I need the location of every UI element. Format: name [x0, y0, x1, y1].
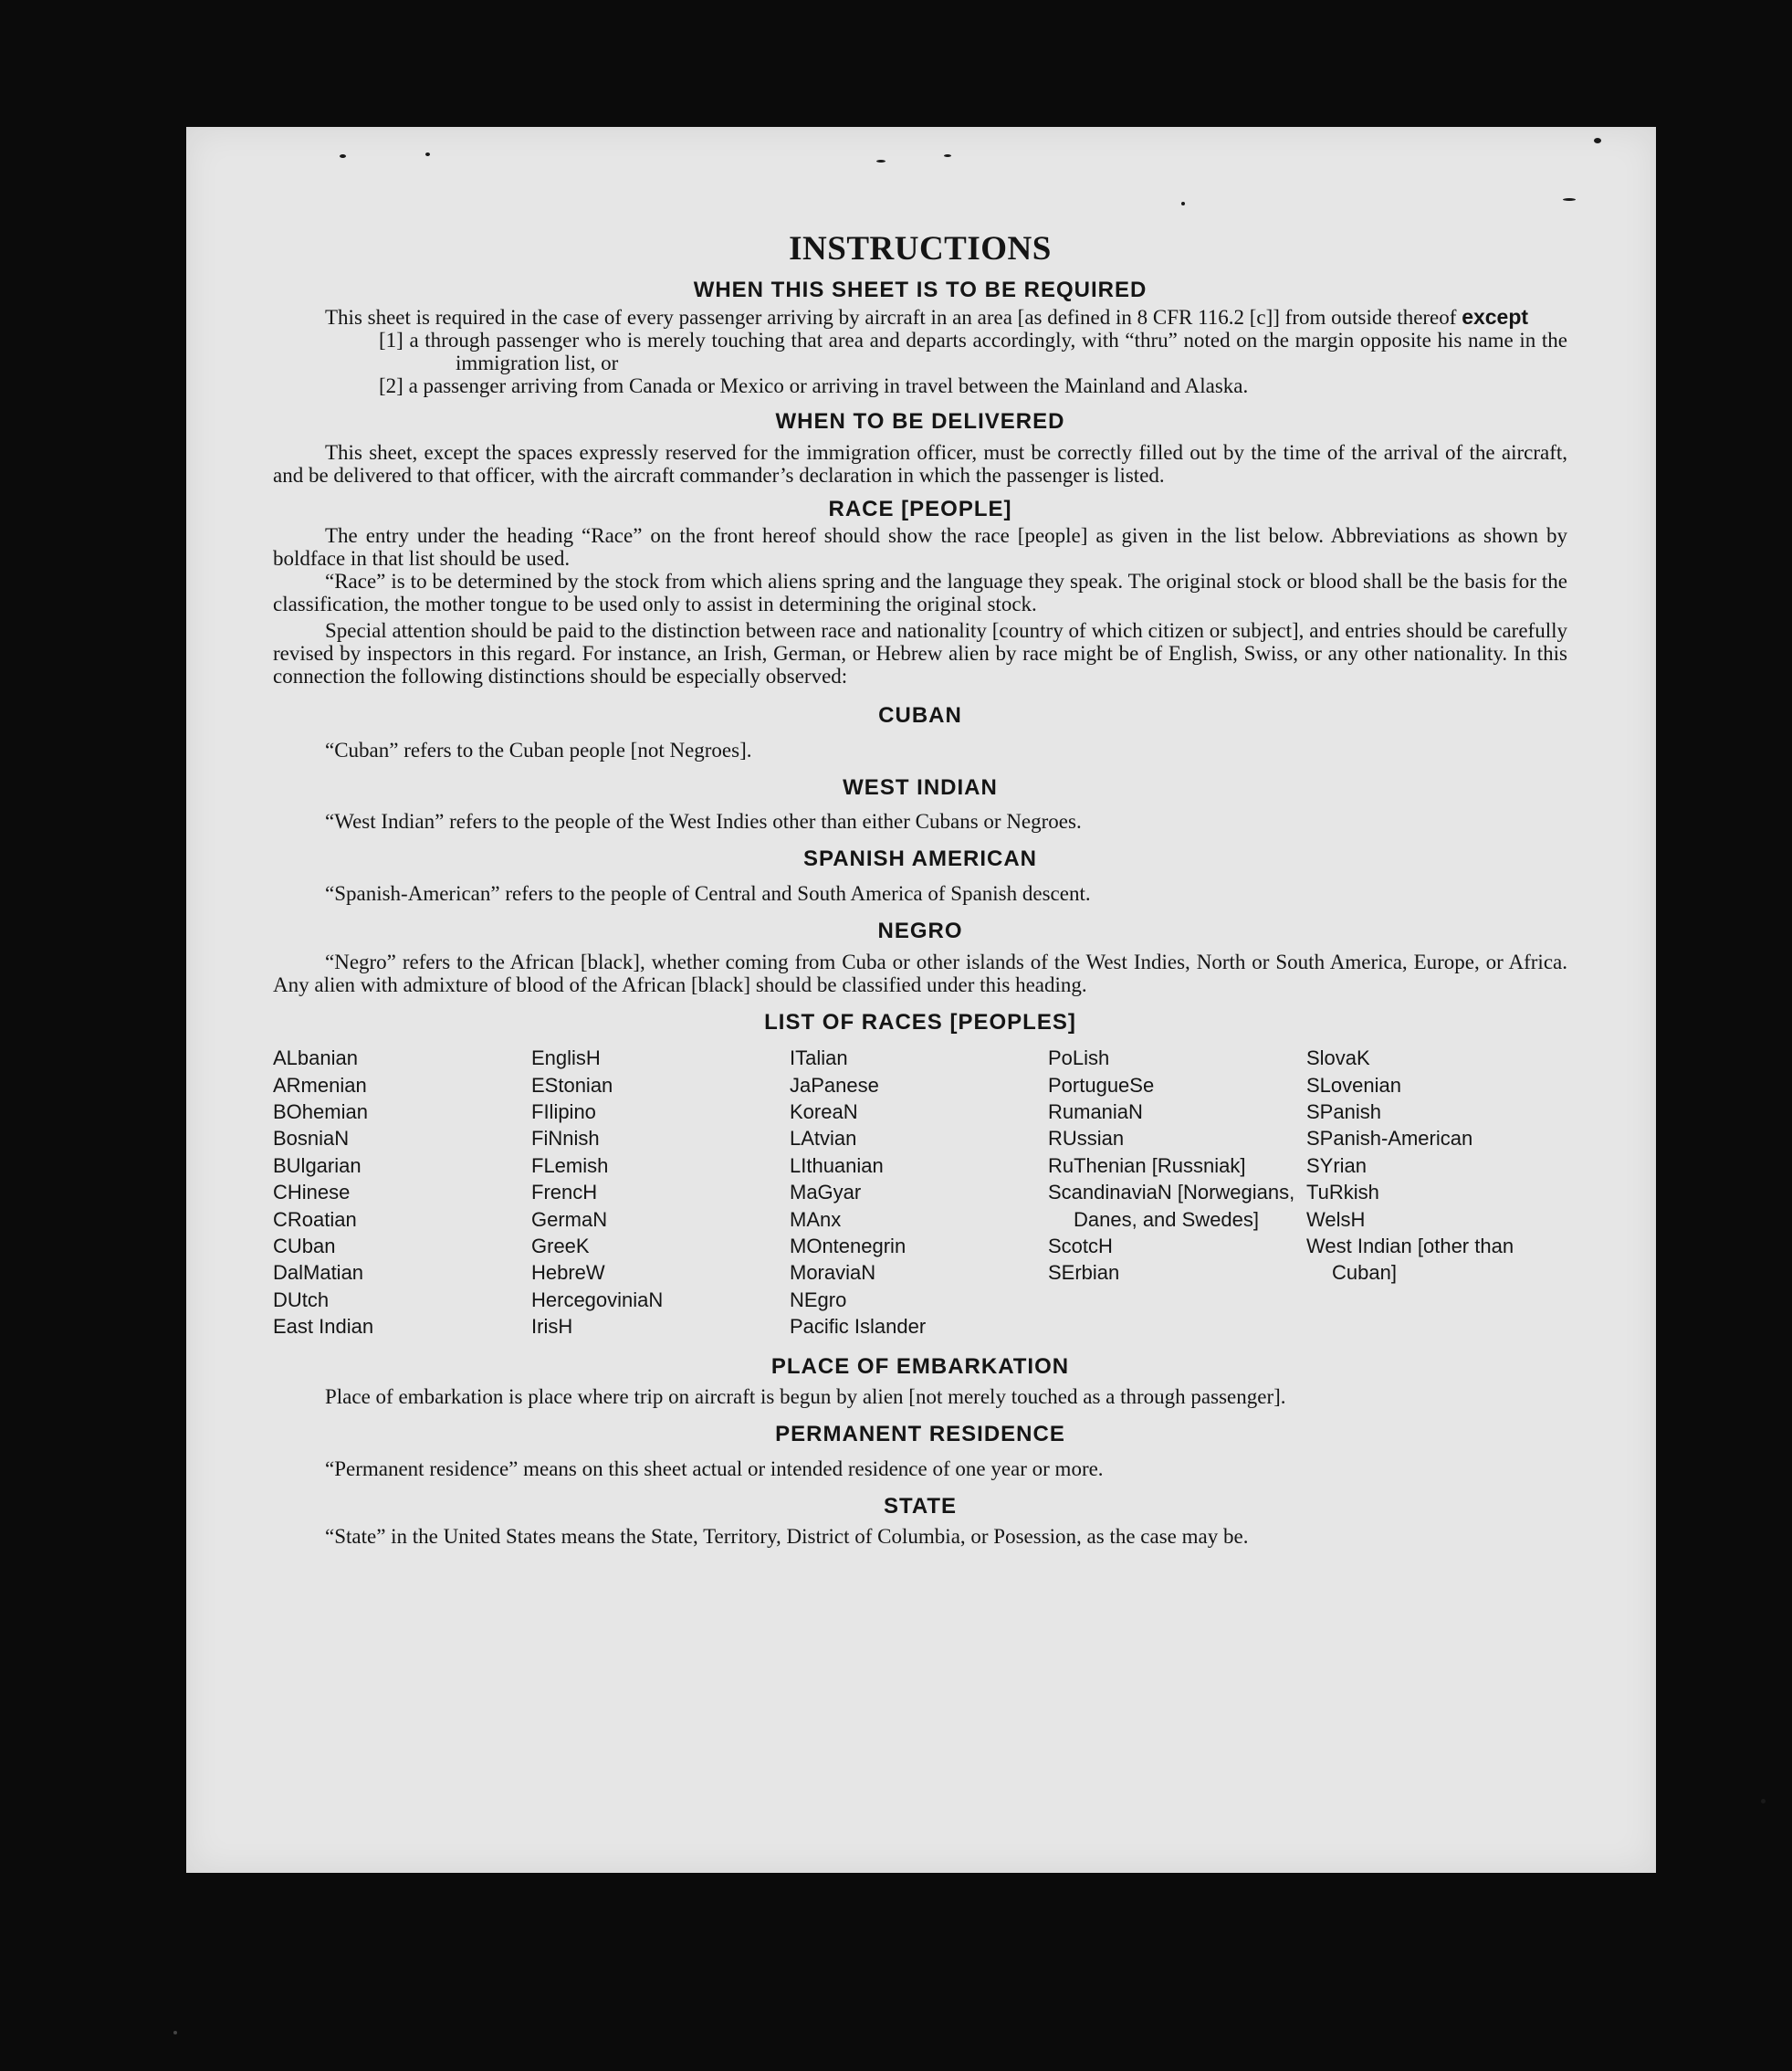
scan-speck — [173, 2031, 177, 2034]
spanish-american-text: “Spanish-American” refers to the people of Central and South America of Spanish descent. — [325, 881, 1091, 905]
races-list — [273, 1045, 1567, 1340]
negro-text: “Negro” refers to the African [black], whether coming from Cuba or other islands of the West Indies, North or South America, Europe, or Africa. Any alien with admixture of blood of the African [black] should be classified under this heading. — [273, 950, 1567, 996]
race-entry: KoreaN — [790, 1099, 858, 1123]
state-text: “State” in the United States means the State, Territory, District of Columbia, or Posession, as the case may be. — [325, 1525, 1249, 1549]
race-entry: TuRkish — [1306, 1181, 1379, 1204]
scan-speck — [1594, 138, 1601, 143]
race-entry: MoraviaN — [790, 1261, 876, 1285]
race-entry: GreeK — [531, 1234, 590, 1257]
when-delivered-text: This sheet, except the spaces expressly reserved for the immigration officer, must be correctly filled out by the time of the arrival of the aircraft, and be delivered to that officer, with the aircraft commander’s declaration in which the passenger is listed. — [273, 440, 1567, 487]
race-entry: East Indian — [273, 1315, 374, 1339]
heading-west-indian: WEST INDIAN — [843, 774, 998, 800]
races-column-4 — [1048, 1045, 1306, 1340]
race-entry: CHinese — [273, 1181, 351, 1204]
page-title: INSTRUCTIONS — [789, 230, 1052, 268]
cuban-text: “Cuban” refers to the Cuban people [not Negroes]. — [325, 738, 752, 762]
race-entry: FLemish — [531, 1153, 609, 1177]
race-entry: RuThenian [Russniak] — [1048, 1153, 1246, 1177]
when-required-intro-text: This sheet is required in the case of every passenger arriving by aircraft in an area [as defined in 8 CFR 116.2 [c]] from outside thereof — [325, 305, 1457, 329]
heading-negro: NEGRO — [877, 918, 963, 943]
race-entry: SlovaK — [1306, 1046, 1370, 1070]
race-entry: EStonian — [531, 1073, 613, 1097]
race-entry: MaGyar — [790, 1181, 862, 1204]
when-required-item-1: [1] a through passenger who is merely touching that area and departs accordingly, with “thru” noted on the margin opposite his name in the immigration list, or — [379, 328, 1567, 374]
race-entry: ScotcH — [1048, 1234, 1113, 1257]
race-entry: SPanish — [1306, 1099, 1381, 1123]
race-entry: BosniaN — [273, 1127, 350, 1151]
race-entry: NEgro — [790, 1288, 847, 1311]
race-entry: CRoatian — [273, 1207, 357, 1231]
west-indian-text: “West Indian” refers to the people of the West Indies other than either Cubans or Negroes. — [325, 810, 1082, 834]
scan-speck — [1563, 198, 1576, 201]
place-of-embarkation-text: Place of embarkation is place where trip on aircraft is begun by alien [not merely touched as a through passenger]. — [325, 1385, 1286, 1409]
race-entry: SErbian — [1048, 1261, 1120, 1285]
race-entry: SPanish-American — [1306, 1127, 1473, 1151]
heading-cuban: CUBAN — [878, 703, 962, 729]
race-entry: DUtch — [273, 1288, 330, 1311]
scan-speck — [944, 154, 951, 157]
race-paragraph-3: Special attention should be paid to the distinction between race and nationality [country of which citizen or subject], and entries should be carefully revised by inspectors in this regard. For instance, an Irish, German, or Hebrew alien by race might be of English, Swiss, or any other nationality. In this connection the following distinctions should be especially observed: — [273, 619, 1567, 689]
when-required-items — [273, 329, 1567, 397]
race-entry: IrisH — [531, 1315, 573, 1339]
race-entry: HercegovinіaN — [531, 1288, 664, 1311]
scan-speck — [340, 154, 346, 158]
race-entry: LAtvian — [790, 1127, 857, 1151]
race-entry: RumaniaN — [1048, 1099, 1143, 1123]
race-entry: RUssian — [1048, 1127, 1125, 1151]
race-entry: HebreW — [531, 1261, 605, 1285]
races-column-5 — [1306, 1045, 1565, 1340]
scan-speck — [1181, 202, 1185, 205]
heading-permanent-residence: PERMANENT RESIDENCE — [775, 1422, 1065, 1447]
race-entry: WelsH — [1306, 1207, 1366, 1231]
race-entry: ScandinaviaN [Norwegians, Danes, and Swedes] — [1048, 1181, 1295, 1231]
when-required-intro — [273, 306, 1567, 329]
race-entry: FIlipino — [531, 1099, 596, 1123]
race-entry: ARmenian — [273, 1073, 367, 1097]
race-entry: BUlgarian — [273, 1153, 362, 1177]
race-entry: EnglisH — [531, 1046, 601, 1070]
race-entry: CUban — [273, 1234, 336, 1257]
race-entry: FrencH — [531, 1181, 598, 1204]
race-entry: West Indian [other than Cuban] — [1306, 1234, 1514, 1285]
heading-spanish-american: SPANISH AMERICAN — [802, 846, 1037, 872]
race-entry: SYrian — [1306, 1153, 1368, 1177]
race-entry: JaPanese — [790, 1073, 879, 1097]
heading-state: STATE — [883, 1493, 958, 1519]
permanent-residence-text: “Permanent residence” means on this sheet actual or intended residence of one year or more. — [325, 1456, 1104, 1480]
when-required-item-2: [2] a passenger arriving from Canada or Mexico or arriving in travel between the Mainland and Alaska. — [379, 373, 1249, 397]
scan-speck — [425, 152, 430, 156]
race-entry: SLovenian — [1306, 1073, 1401, 1097]
race-paragraph-2: “Race” is to be determined by the stock from which aliens spring and the language they speak. The original stock or blood shall be the basis for the classification, the mother tongue to be used only to assist in determining the original stock. — [273, 570, 1567, 616]
heading-when-required: WHEN THIS SHEET IS TO BE REQUIRED — [693, 278, 1148, 303]
document-page — [186, 127, 1656, 1873]
races-column-1 — [273, 1045, 531, 1340]
race-entry: MAnx — [790, 1207, 842, 1231]
race-entry: MOntenegrin — [790, 1234, 906, 1257]
scan-speck — [1761, 1799, 1766, 1803]
heading-place-of-embarkation: PLACE OF EMBARKATION — [770, 1353, 1070, 1379]
race-entry: GermaN — [531, 1207, 608, 1231]
races-column-2 — [531, 1045, 790, 1340]
heading-race: RACE [PEOPLE] — [828, 496, 1012, 521]
race-entry: ITalian — [790, 1046, 848, 1070]
scan-speck — [876, 160, 886, 163]
race-entry: Pacific Islander — [790, 1315, 927, 1339]
race-paragraph-1: The entry under the heading “Race” on the front hereof should show the race [people] as given in the list below. Abbreviations as shown by boldface in that list should be used. — [273, 524, 1567, 571]
heading-when-delivered: WHEN TO BE DELIVERED — [775, 408, 1065, 434]
when-required-except: except — [1462, 304, 1529, 329]
race-entry: BOhemian — [273, 1099, 368, 1123]
race-entry: DalMatian — [273, 1261, 364, 1285]
heading-list-of-races: LIST OF RACES [PEOPLES] — [764, 1009, 1076, 1035]
race-entry: ALbanian — [273, 1046, 358, 1070]
race-entry: LIthuanian — [790, 1153, 884, 1177]
races-column-3 — [790, 1045, 1048, 1340]
race-entry: PortugueSe — [1048, 1073, 1155, 1097]
race-entry: FiNnish — [531, 1127, 600, 1151]
race-entry: PoLish — [1048, 1046, 1110, 1070]
instructions-content — [273, 229, 1567, 1555]
